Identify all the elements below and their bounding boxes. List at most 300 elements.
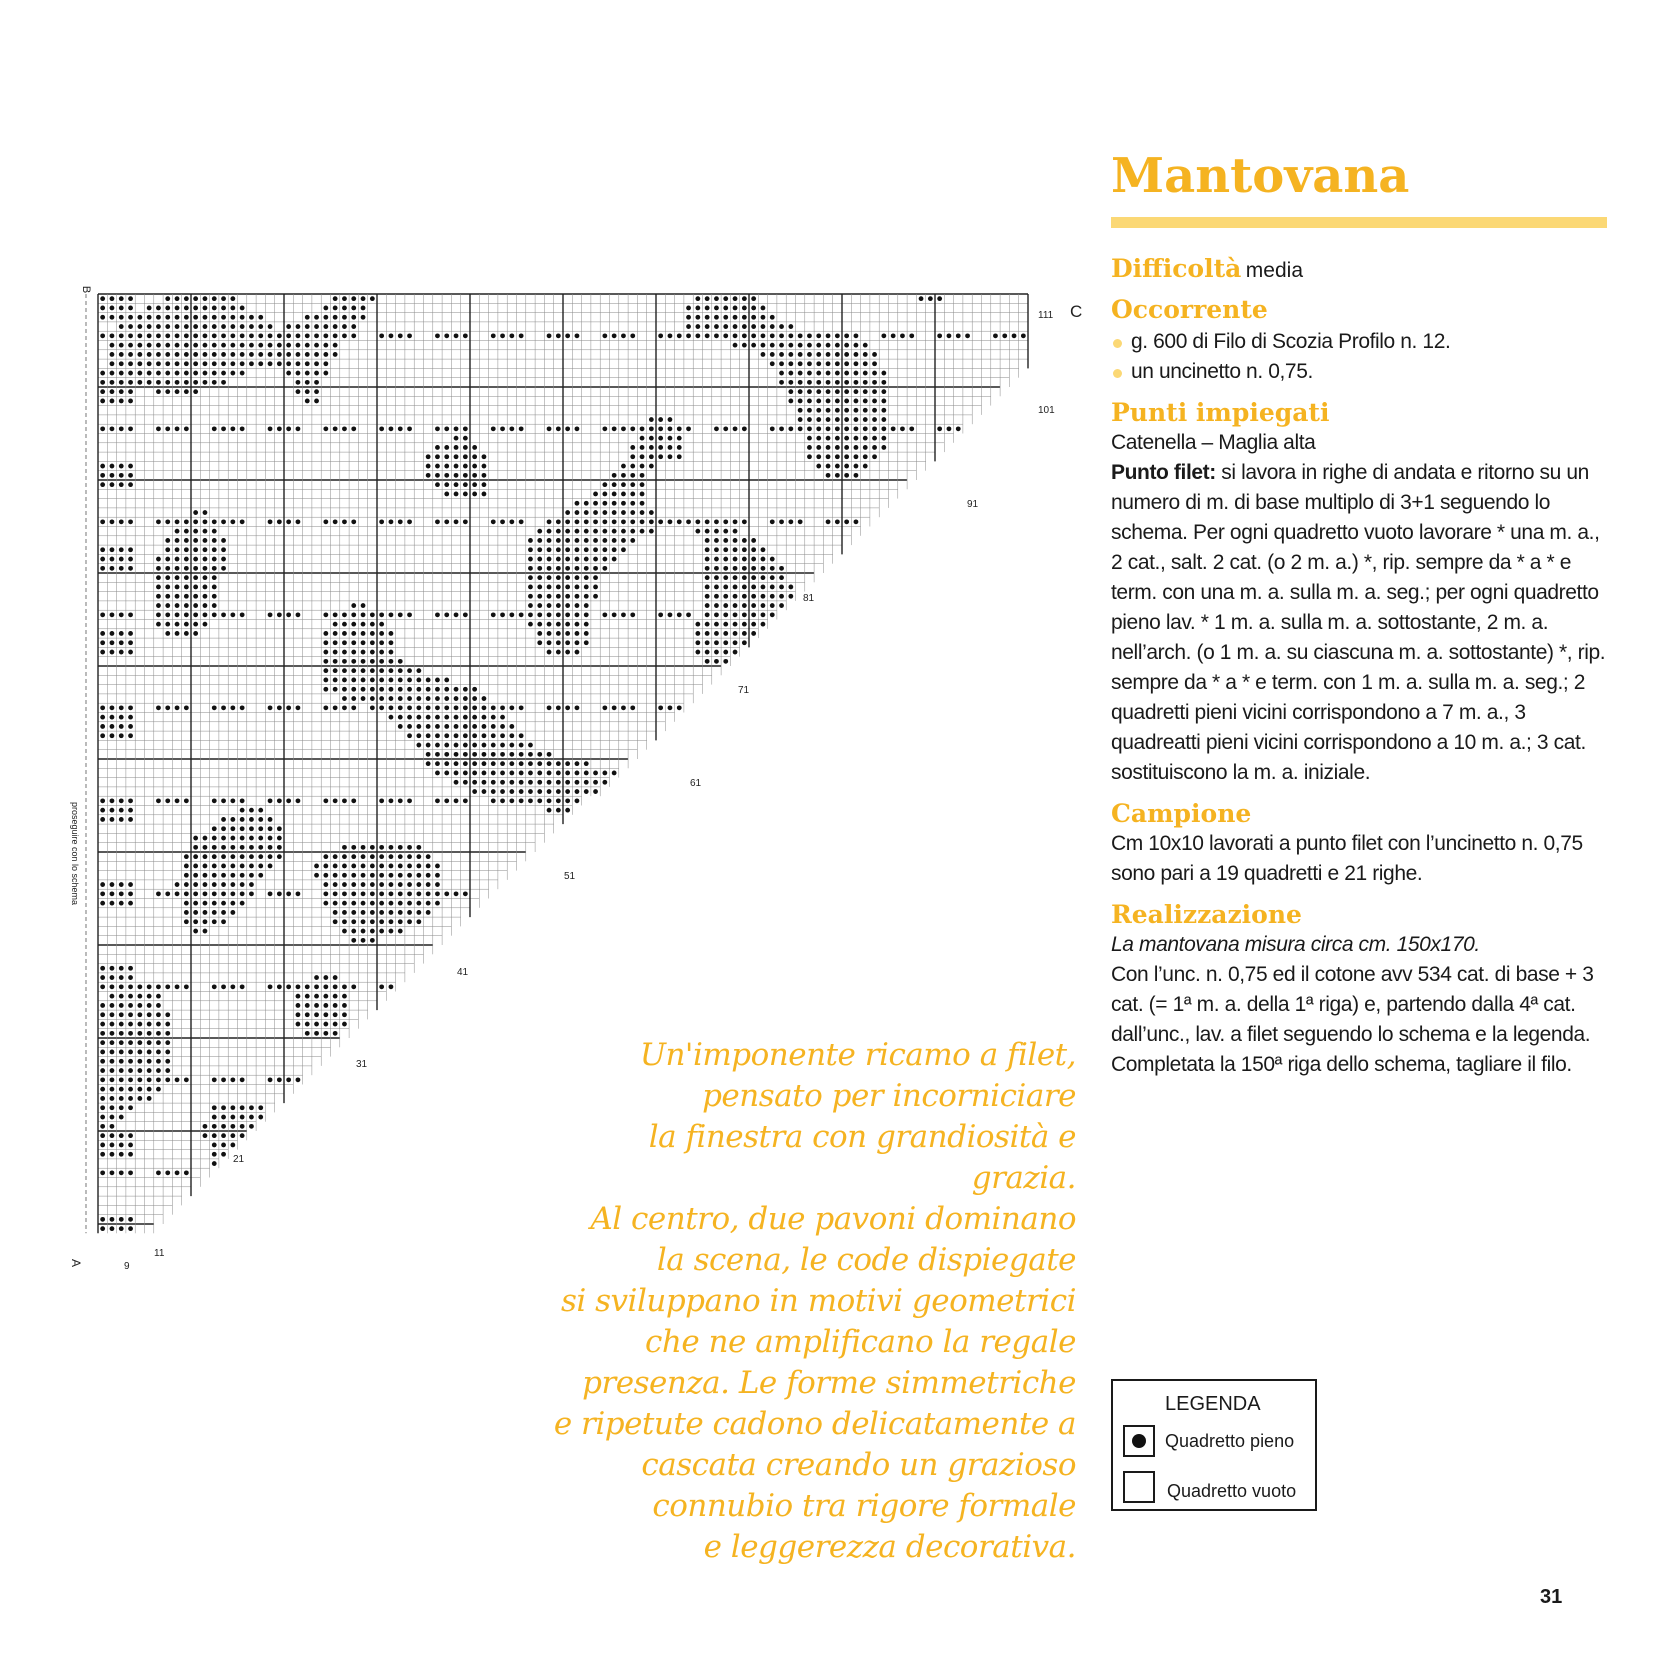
filled-cell [100,1077,105,1082]
filled-cell [835,519,840,524]
filled-cell [193,547,198,552]
filled-cell [565,575,570,580]
filled-cell [733,519,738,524]
filled-cell [221,306,226,311]
filled-cell [835,361,840,366]
filled-cell [100,1059,105,1064]
filled-cell [807,343,812,348]
filled-cell [407,678,412,683]
filled-cell [203,873,208,878]
difficulty-value: media [1245,258,1303,282]
filled-cell [584,594,589,599]
filled-cell [444,519,449,524]
filled-cell [128,1105,133,1110]
filled-cell [221,547,226,552]
filled-cell [491,612,496,617]
filled-cell [119,473,124,478]
filled-cell [230,1133,235,1138]
filled-cell [472,761,477,766]
filled-cell [398,864,403,869]
filled-cell [221,919,226,924]
filled-cell [184,882,189,887]
filled-cell [110,426,115,431]
filled-cell [110,1133,115,1138]
filled-cell [165,324,170,329]
filled-cell [175,296,180,301]
gauge-heading: Campione [1111,798,1252,828]
filled-cell [575,575,580,580]
filled-cell [314,1031,319,1036]
filled-cell [547,603,552,608]
intro-line: Un'imponente ricamo a filet, [639,1037,1076,1073]
filled-cell [444,482,449,487]
filled-cell [156,1012,161,1017]
filled-cell [547,705,552,710]
filled-cell [379,622,384,627]
filled-cell [258,324,263,329]
filled-cell [668,445,673,450]
filled-cell [184,705,189,710]
filled-cell [351,798,356,803]
filled-cell [333,975,338,980]
filled-cell [221,798,226,803]
filled-cell [881,380,886,385]
filled-cell [872,454,877,459]
filled-cell [463,445,468,450]
filled-cell [761,333,766,338]
filled-cell [454,705,459,710]
filled-cell [416,882,421,887]
filled-cell [342,668,347,673]
filled-cell [547,752,552,757]
filled-cell [602,547,607,552]
filled-cell [816,380,821,385]
filled-cell [463,612,468,617]
filled-cell [389,845,394,850]
filled-cell [547,798,552,803]
filled-cell [658,454,663,459]
filled-cell [779,566,784,571]
filled-cell [463,724,468,729]
filled-cell [454,696,459,701]
filled-cell [184,919,189,924]
filled-cell [240,984,245,989]
filled-cell [110,306,115,311]
filled-cell [230,519,235,524]
intro-line: e leggerezza decorativa. [703,1529,1076,1565]
filled-cell [584,557,589,562]
filled-cell [733,631,738,636]
filled-cell [100,612,105,617]
filled-cell [416,854,421,859]
filled-cell [156,352,161,357]
filled-cell [137,1077,142,1082]
filled-cell [640,426,645,431]
filled-cell [212,864,217,869]
filled-cell [249,352,254,357]
filled-cell [296,1012,301,1017]
filled-cell [175,333,180,338]
filled-cell [714,612,719,617]
filled-cell [314,380,319,385]
filled-cell [361,631,366,636]
filled-cell [900,333,905,338]
filled-cell [296,519,301,524]
filled-cell [547,594,552,599]
filled-cell [779,352,784,357]
filled-cell [761,612,766,617]
filled-cell [556,603,561,608]
filled-cell [565,585,570,590]
filled-cell [137,1087,142,1092]
filled-cell [407,724,412,729]
filled-cell [165,1022,170,1027]
filled-cell [593,529,598,534]
filled-cell [314,315,319,320]
filled-cell [547,631,552,636]
filled-cell [742,612,747,617]
filled-cell [584,501,589,506]
filled-cell [100,1012,105,1017]
filled-cell [165,631,170,636]
filled-cell [575,780,580,785]
gauge-section [1111,799,1607,889]
filled-cell [305,1012,310,1017]
filled-cell [565,529,570,534]
filled-cell [333,640,338,645]
filled-cell [575,538,580,543]
filled-cell [389,705,394,710]
filled-cell [175,529,180,534]
filled-cell [788,380,793,385]
filled-cell [277,845,282,850]
filled-cell [333,519,338,524]
filled-cell [230,1124,235,1129]
filled-cell [872,408,877,413]
filled-cell [175,575,180,580]
filled-cell [575,333,580,338]
filled-cell [119,361,124,366]
filled-cell [621,492,626,497]
filled-cell [556,547,561,552]
filled-cell [723,547,728,552]
filled-cell [296,324,301,329]
filled-cell [398,910,403,915]
filled-cell [537,575,542,580]
filled-cell [798,408,803,413]
filled-cell [100,650,105,655]
filled-cell [184,547,189,552]
filled-cell [249,873,254,878]
filled-cell [184,891,189,896]
filled-cell [351,882,356,887]
filled-cell [444,715,449,720]
filled-cell [816,426,821,431]
filled-cell [110,1031,115,1036]
filled-cell [435,724,440,729]
filled-cell [240,836,245,841]
filled-cell [100,1152,105,1157]
filled-cell [100,1115,105,1120]
filled-cell [175,352,180,357]
filled-cell [184,901,189,906]
filled-cell [203,343,208,348]
filled-cell [184,984,189,989]
filled-cell [435,761,440,766]
filled-cell [147,1050,152,1055]
filled-cell [175,622,180,627]
filled-cell [556,585,561,590]
filled-cell [156,426,161,431]
filled-cell [230,864,235,869]
filled-cell [556,650,561,655]
filled-cell [844,343,849,348]
filled-cell [556,426,561,431]
filled-cell [742,324,747,329]
filled-cell [584,585,589,590]
filled-cell [175,324,180,329]
filled-cell [184,798,189,803]
intro-paragraph [540,1035,1076,1568]
filled-cell [742,585,747,590]
filled-cell [370,845,375,850]
filled-cell [175,426,180,431]
filled-cell [119,482,124,487]
filled-cell [491,761,496,766]
filled-cell [500,733,505,738]
filled-cell [658,417,663,422]
filled-cell [742,557,747,562]
filled-cell [110,1152,115,1157]
filled-cell [500,724,505,729]
filled-cell [100,296,105,301]
filled-cell [640,454,645,459]
filled-cell [426,464,431,469]
filled-cell [435,696,440,701]
filled-cell [807,436,812,441]
filled-cell [463,687,468,692]
filled-cell [128,1077,133,1082]
filled-cell [314,343,319,348]
filled-cell [416,873,421,878]
filled-cell [770,343,775,348]
filled-cell [565,798,570,803]
filled-cell [110,984,115,989]
filled-cell [379,901,384,906]
filled-cell [361,678,366,683]
filled-cell [212,910,217,915]
filled-cell [351,929,356,934]
filled-cell [323,306,328,311]
filled-cell [621,473,626,478]
filled-cell [128,1170,133,1175]
filled-cell [296,371,301,376]
filled-cell [333,622,338,627]
filled-cell [788,519,793,524]
filled-cell [323,315,328,320]
filled-cell [240,612,245,617]
filled-cell [212,891,217,896]
filled-cell [203,929,208,934]
filled-cell [110,1012,115,1017]
filled-cell [379,426,384,431]
filled-cell [454,454,459,459]
filled-cell [826,352,831,357]
filled-cell [212,324,217,329]
filled-cell [184,296,189,301]
filled-cell [565,566,570,571]
filled-cell [128,473,133,478]
filled-cell [733,333,738,338]
filled-cell [658,333,663,338]
filled-cell [156,1031,161,1036]
filled-cell [547,426,552,431]
filled-cell [165,1059,170,1064]
filled-cell [305,1031,310,1036]
filled-cell [575,705,580,710]
filled-cell [258,873,263,878]
filled-cell [193,891,198,896]
filled-cell [444,473,449,478]
filled-cell [351,910,356,915]
filled-cell [277,984,282,989]
filled-cell [575,612,580,617]
filled-cell [695,324,700,329]
filled-cell [333,1003,338,1008]
filled-cell [128,1152,133,1157]
filled-cell [361,640,366,645]
filled-cell [333,919,338,924]
filled-cell [296,984,301,989]
filled-cell [575,798,580,803]
filled-cell [649,529,654,534]
row-label-51: 51 [564,871,576,882]
filled-cell [221,910,226,915]
filled-cell [788,324,793,329]
filled-cell [370,873,375,878]
filled-cell [147,361,152,366]
filled-cell [286,371,291,376]
filled-cell [230,798,235,803]
filled-cell [426,715,431,720]
filled-cell [426,873,431,878]
filled-cell [361,315,366,320]
filled-cell [379,678,384,683]
filled-cell [602,566,607,571]
filled-cell [370,696,375,701]
filled-cell [156,594,161,599]
filled-cell [193,575,198,580]
row-label-61: 61 [690,778,702,789]
filled-cell [370,296,375,301]
filled-cell [268,361,273,366]
filled-cell [249,826,254,831]
filled-cell [788,585,793,590]
filled-cell [407,845,412,850]
filled-cell [156,1022,161,1027]
filled-cell [147,1059,152,1064]
filled-cell [770,426,775,431]
filled-cell [119,1003,124,1008]
filled-cell [203,919,208,924]
filled-cell [612,482,617,487]
filled-cell [119,464,124,469]
filled-cell [221,296,226,301]
filled-cell [119,1012,124,1017]
filled-cell [240,1105,245,1110]
filled-cell [463,771,468,776]
filled-cell [240,1077,245,1082]
filled-cell [519,743,524,748]
filled-cell [807,361,812,366]
filled-cell [435,771,440,776]
filled-cell [286,984,291,989]
filled-cell [351,622,356,627]
filled-cell [370,864,375,869]
filled-cell [361,929,366,934]
filled-cell [333,315,338,320]
filled-cell [872,380,877,385]
filled-cell [165,315,170,320]
filled-cell [351,938,356,943]
filled-cell [881,436,886,441]
filled-cell [677,333,682,338]
filled-cell [212,380,217,385]
filled-cell [993,333,998,338]
filled-cell [509,519,514,524]
filled-cell [398,882,403,887]
filled-cell [575,519,580,524]
filled-cell [565,622,570,627]
filled-cell [165,426,170,431]
filled-cell [240,352,245,357]
filled-cell [230,1077,235,1082]
filled-cell [175,371,180,376]
filled-cell [156,585,161,590]
filled-cell [296,1022,301,1027]
filled-cell [416,864,421,869]
filled-cell [686,315,691,320]
filled-cell [621,464,626,469]
filled-cell [872,417,877,422]
filled-cell [119,994,124,999]
filled-cell [100,1226,105,1231]
filled-cell [389,919,394,924]
filled-cell [779,594,784,599]
filled-cell [119,306,124,311]
title-underline [1111,217,1607,228]
filled-cell [221,1133,226,1138]
filled-cell [379,864,384,869]
filled-cell [816,343,821,348]
filled-cell [147,371,152,376]
filled-cell [826,436,831,441]
filled-cell [854,361,859,366]
filled-cell [389,426,394,431]
filled-cell [816,352,821,357]
filled-cell [165,371,170,376]
filled-cell [230,910,235,915]
filled-cell [314,994,319,999]
filled-cell [547,529,552,534]
filled-cell [193,594,198,599]
filled-cell [333,910,338,915]
filled-cell [156,1087,161,1092]
filled-cell [537,538,542,543]
filled-cell [556,566,561,571]
filled-cell [686,324,691,329]
filled-cell [249,343,254,348]
